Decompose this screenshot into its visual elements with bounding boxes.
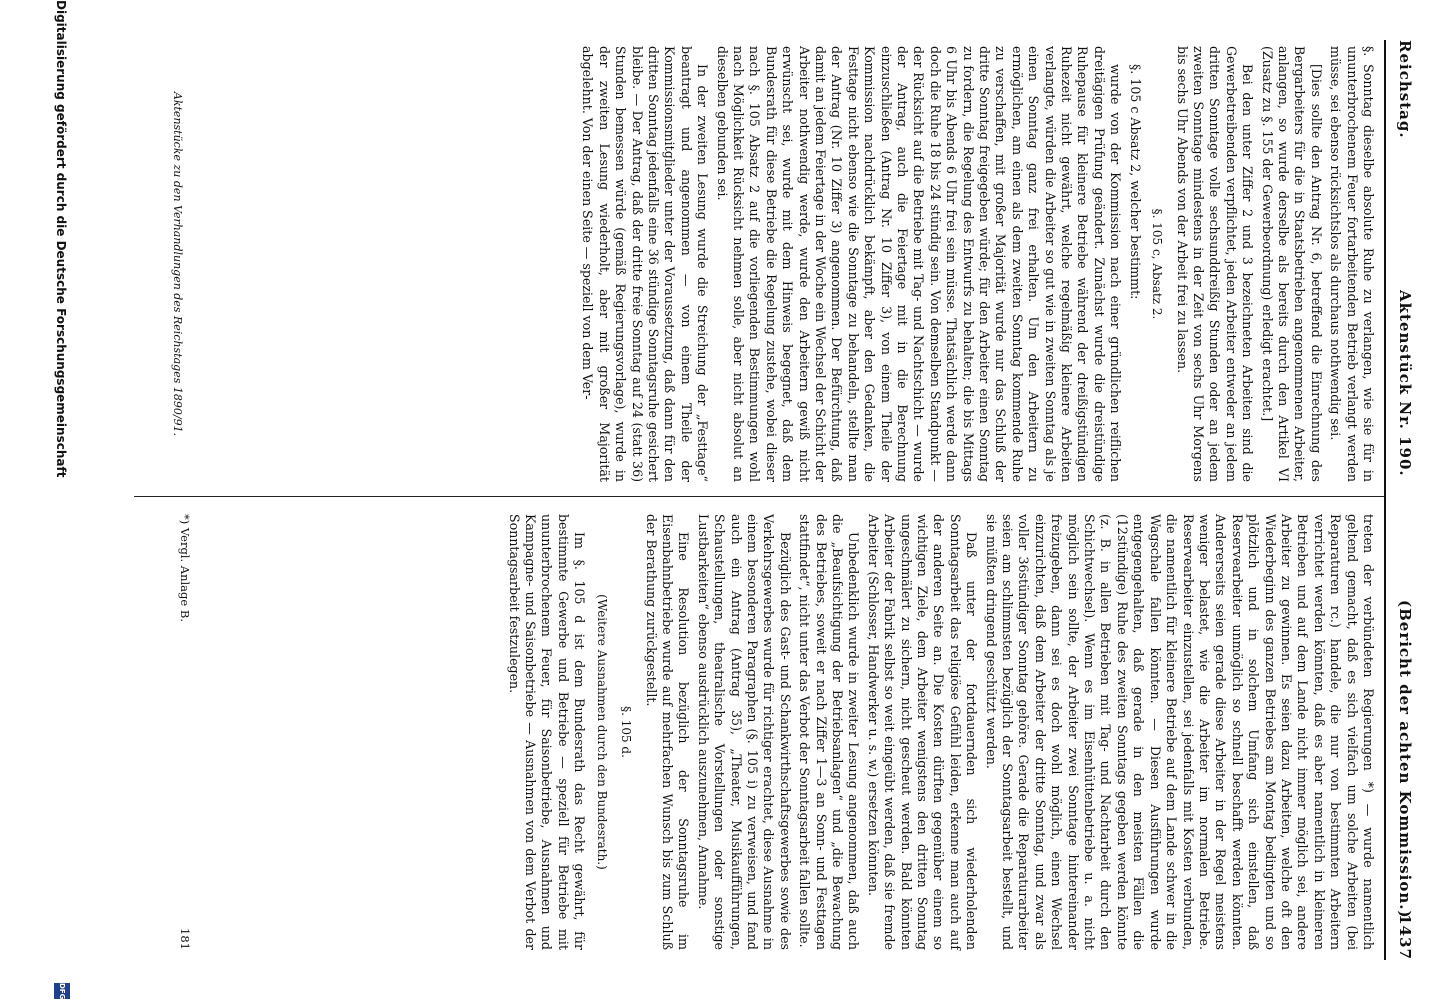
- footer-line: Aktenstücke zu den Verhandlungen des Reichstages 1890/91.: [171, 91, 184, 437]
- digitization-strip: [46, 0, 76, 1000]
- scanned-page: [37, 0, 1432, 1000]
- header-page-number: 1437: [1396, 914, 1414, 960]
- paragraph: Bezüglich des Gast- und Schankwirthschaftsgewerbes sowie des Verkehrsgewerbes wurde für richtiger erachtet, diese Ausnahme in einem besonderen Paragraphen (§. 105 i) zu verweisen, und fand auch ein Antrag (Antrag 35), „Theater, Musikaufführungen, Schaustellungen, theatralische Vorstellungen oder sonstige Lustbarkeiten“ ebenso ausdrücklich auszunehmen, Annahme.: [695, 514, 793, 950]
- right-column: [502, 514, 1376, 950]
- paragraph: Eine Resolution bezüglich der Sonntagsruhe im Eisenbahnbetriebe wurde auf mehrfachen Wunsch bis zum Schluß der Berathung zurückgestellt.: [643, 514, 692, 950]
- column-divider: [134, 496, 1384, 497]
- paragraph: wurde von der Kommission nach einer gründlichen reiflichen dreitägigen Prüfung geändert. Zunächst wurde die dreistündige Ruhepause für kleinere Betriebe während der dreißigstündigen Ruhezeit nicht gewährt, welche regelmäßig kleinere Arbeiten verlangte, würden die Arbeiter so gut wie in zweiten Sonntag als je einen Sonntag ganz frei erhalten. Um den Arbeitern zu ermöglichen, am einen als dem zweiten Sonntag kommende Ruhe zu verschaffen, mit großer Majorität wurde nur das Schluß der dritte Sonntag freigegeben würde; für den Arbeiter einen Sonntag zu fordern, die Regelung des Entwurfs zu behalten; die bis Mittags 6 Uhr bis Abends 6 Uhr frei sein müsse. Thatsächlich werde dann doch die Ruhe 18 bis 24 stündig sein. Von demselben Standpunkt — der Rücksicht auf die Betriebe mit Tag- und Nachtschicht — wurde der Antrag, auch die Feiertage mit in die Berechnung einzuschließen (Antrag Nr. 10 Ziffer 3), von einem Theile der Kommission nachdrücklich bekämpft, aber den Gedanken, die Festtage nicht ebenso wie die Sonntage zu behandeln, stellte man der Antrag (Nr. 10 Ziffer 3) angenommen. Der Befürchtung, daß damit an jedem Feiertage in der Woche ein Wechsel der Schicht der Arbeiter nothwendig werde, wurde den Arbeitern gewiß nicht erwünscht sei, wurde mit dem Hinweis begegnet, daß dem Bundesrath für diese Betriebe die Regelung zustehe, wobei dieser nach §. 105 Absatz 2 auf die vorliegenden Bestimmungen wohl nach Möglichkeit Rücksicht nehmen solle, aber nicht absolut an dieselben gebunden sei.: [714, 46, 1124, 482]
- paragraph: §. 105 c Absatz 2, welcher bestimmt:: [1127, 64, 1143, 300]
- header-right-title: (Bericht der achten Kommission.): [1396, 600, 1414, 919]
- header-rule: [1384, 40, 1386, 960]
- digitization-credit: Digitalisierung gefördert durch die Deutsche Forschungsgemeinschaft: [54, 0, 68, 478]
- left-column: [576, 46, 1376, 482]
- paragraph: §. Sonntag dieselbe absolute Ruhe zu verlangen, wie sie für in ununterbrochenem Feuer fortarbeitenden Betrieb verlangt werden müsse, sei ebenso rücksichtslos als durchaus nothwendig sei.: [1328, 46, 1376, 482]
- page-header: [1390, 40, 1420, 960]
- page-mark: 181: [178, 928, 192, 950]
- section-heading: (Weitere Ausnahmen durch den Bundesrath.): [594, 594, 609, 870]
- paragraph: In der zweiten Lesung wurde die Streichung der „Festtage“ beantragt und angenommen — von einem Theile der Kommissionsmitglieder unter der Voraussetzung, daß dann für den dritten Sonntag jedenfalls eine 36 stündige Sonntagsruhe gesichert bleibe. — Der Antrag, daß der dritte freie Sonntag auf 24 (statt 36) Stunden bemessen würde (gemäß Regierungsvorlage), wurde in der zweiten Lesung wiederholt, aber mit großer Majorität abgelehnt. Von der einen Seite — speziell von dem Ver-: [580, 46, 711, 482]
- paragraph: Unbedenklich wurde in zweiter Lesung angenommen, daß auch die „Beaufsichtigung der Betriebsanlagen“ und „die Bewachung des Betriebes, soweit er nach Ziffer 1—3 an Sonn- und Festtagen stattfindet“, nicht unter das Verbot der Sonntagsarbeit fallen sollte.: [797, 514, 862, 950]
- paragraph: Bei den unter Ziffer 2 und 3 bezeichneten Arbeiten sind die Gewerbetreibenden verpflichtet, jeden Arbeiter entweder an jedem dritten Sonntage volle sechsunddreißig Stunden oder an jedem zweiten Sonntage mindestens in der Zeit von sechs Uhr Morgens bis sechs Uhr Abends von der Arbeit frei zu lassen.: [1174, 46, 1256, 482]
- paragraph: [Dies sollte den Antrag Nr. 6, betreffend die Einrechnung des Bergarbeiters für die in Staatsbetrieben angenommenen Arbeiter, anlangen, so wurde derselbe als bereits durch den Artikel VI (Zusatz zu §. 155 der Gewerbeordnung) erledigt erachtet.]: [1259, 46, 1324, 482]
- paragraph: Daß unter der fortdauernden sich wiederholenden Sonntagsarbeit das religiöse Gefühl leiden, erkenne man auch auf der anderen Seite an. Die Kosten dürften gegenüber einem so wichtigen Ziele, dem Arbeiter wenigstens den dritten Sonntag ungeschmälert zu sichern, nicht gescheut werden. Bald könnten Arbeiter der Fabrik selbst so weit eingeübt werden, daß sie fremde Arbeiter (Schlosser, Handwerker u. s. w.) ersetzen könnten.: [865, 514, 980, 950]
- section-heading: §. 105 d.: [619, 706, 634, 758]
- dfg-logo-icon: DFG: [54, 983, 70, 999]
- section-heading: §. 105 c, Absatz 2.: [1150, 208, 1165, 320]
- paragraph: treten der verbündeten Regierungen *) — wurde namentlich geltend gemacht, daß es sich vielfach um solche Arbeiten (bei Reparaturen rc.) handele, die nur von bestimmten Arbeitern verrichtet werden könnten, daß es aber namentlich in kleineren Betrieben und auf dem Lande nicht immer möglich sei, andere Arbeiter zu gewinnen. Es seien dazu Arbeiten, welche oft den Wiederbeginn des ganzen Betriebes am Montag bedingten und so plötzlich und in solchem Umfang sich einstellen, daß Reservearbeiter unmöglich so schnell beschafft werden könnten. Andererseits seien gerade diese Arbeiter in der Regel meistens weniger belastet, wie die Arbeiter im normalen Betriebe. Reservearbeiter einzustellen, sei jedenfalls mit Kosten verbunden, die namentlich für kleinere Betriebe auf dem Lande schwer in die Wagschale fallen könnten. — Diesen Ausführungen wurde entgegengehalten, daß gerade in den meisten Fällen die (12stündige) Ruhe des zweiten Sonntags gegeben werden könnte (z. B. in allen Betrieben mit Tag- und Nachtarbeit durch den Schichtwechsel). Wenn es im Eisenhüttenbetriebe u. a. nicht möglich sein sollte, der Arbeiter zwei Sonntage hintereinander freizugeben, dann sei es doch wohl möglich, einen Wechsel einzurichten, daß dem Arbeiter der dritte Sonntag, und zwar als voller 36stündiger Sonntag gehöre. Gerade die Reparaturarbeiter seien am schlimmsten bezüglich der Sonntagsarbeit bestellt, und sie müßten dringend geschützt werden.: [983, 514, 1376, 950]
- footnote: *) Vergl. Anlage B.: [178, 514, 192, 622]
- header-left: Reichstag.: [1396, 40, 1414, 139]
- paragraph: Im §. 105 d ist dem Bundesrath das Recht gewährt, für bestimmte Gewerbe und Betriebe — speziell für Betriebe mit ununterbrochenem Feuer, für Saisonbetriebe, Ausnahmen und Kampagne- und Saisonbetriebe — Ausnahmen von dem Verbot der Sonntagsarbeit festzulegen.: [506, 514, 588, 950]
- header-center: Aktenstück Nr. 190.: [1396, 290, 1414, 477]
